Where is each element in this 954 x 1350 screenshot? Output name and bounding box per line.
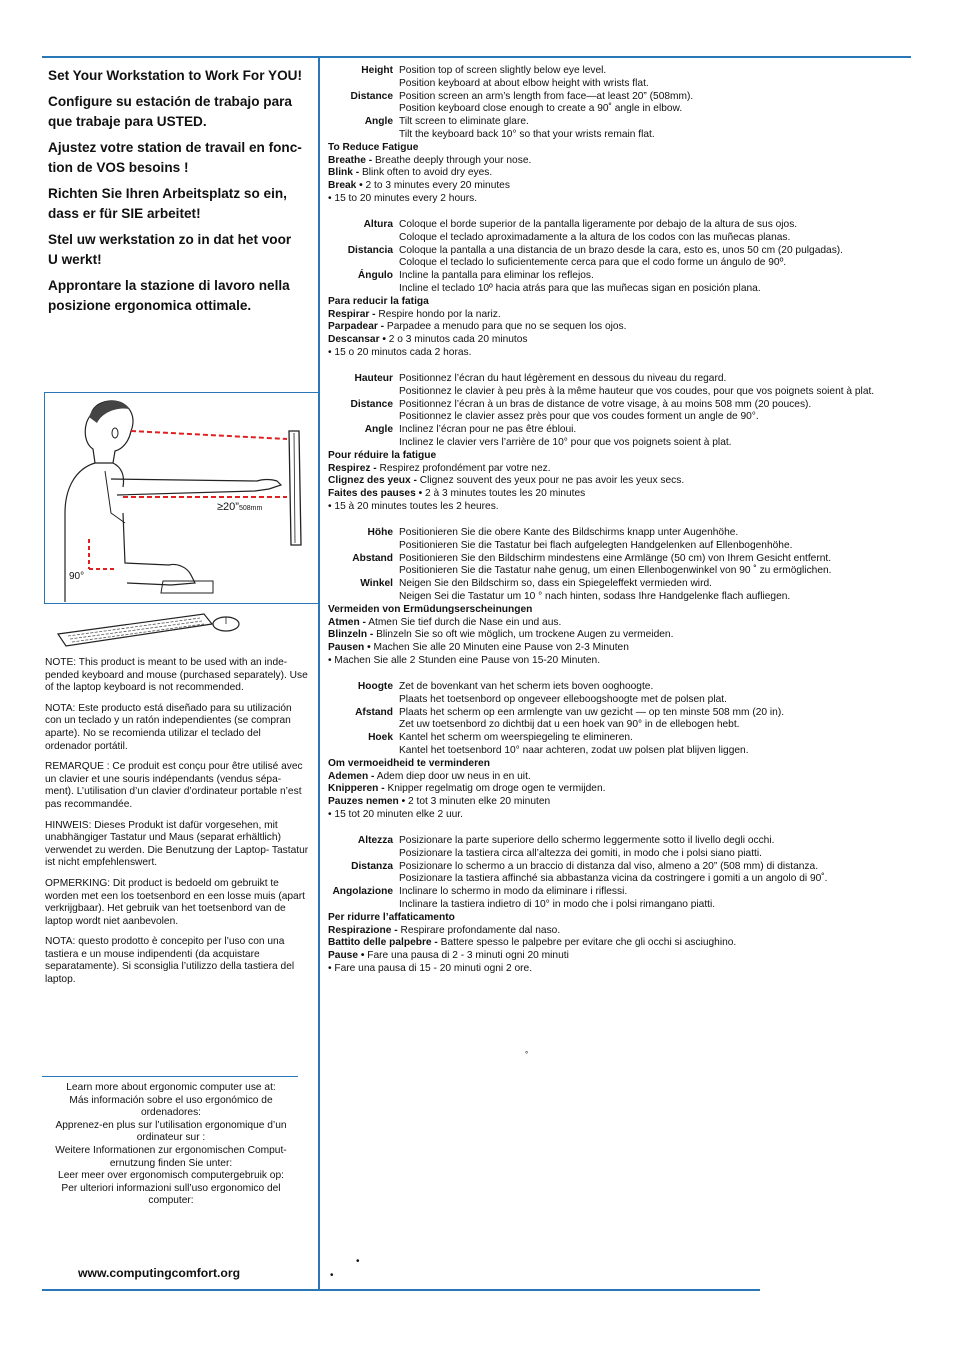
headline-nl: Stel uw werkstation zo in dat het voor U werkt! [48,232,292,267]
tip-term: Descansar • [328,334,386,346]
note-it: NOTA: questo prodotto è concepito per l’uso con una tastiera e un mouse indipendenti (da acquistare separatamente). Si sconsiglia l’utilizzo della tastiera del laptop. [45,936,295,986]
setting-row [328,527,918,540]
note-nl: OPMERKING: Dit product is bedoeld om gebruikt te worden met een los toetsenbord en een losse muis (apart verkrijgbaar). Het gebruik van het toetsenbord van de laptop wordt niet aanbevolen. [45,877,305,927]
setting-text: Inclinez l’écran pour ne pas être ébloui. [399,424,577,436]
setting-row [328,399,918,412]
setting-text: Coloque la pantalla a una distancia de un brazo desde la cara, esto es, unos 50 cm (20 pulgadas). [399,244,844,256]
fatigue-tip [328,642,918,655]
setting-label: Distance [350,90,393,102]
headline-it: Approntare la stazione di lavoro nella posizione ergonomica ottimale. [48,278,290,313]
fatigue-tip [328,655,918,668]
setting-label [328,78,399,91]
headline-fr: Ajustez votre station de travail en fonc- tion de VOS besoins ! [48,140,302,175]
fatigue-title: Om vermoeidheid te verminderen [328,757,490,769]
tip-term: Respirez - [328,462,377,474]
setting-label [328,103,399,116]
column-divider [318,58,320,1290]
tip-text: 2 à 3 minutes toutes les 20 minutes [422,488,586,500]
learn-more-en: Learn more about ergonomic computer use at: [66,1082,276,1093]
tip-term: Faites des pauses • [328,488,423,500]
setting-text: Positionnez le clavier assez près pour que vos coudes forment un angle de 90°. [399,411,759,423]
fatigue-tip [328,347,918,360]
notes [45,657,310,995]
fatigue-tip [328,937,918,950]
tip-text: 2 to 3 minutes every 20 minutes [362,180,510,192]
setting-row [328,411,918,424]
fatigue-tip [328,629,918,642]
setting-text: Position keyboard close enough to create a 90˚ angle in elbow. [399,103,683,115]
setting-row [328,578,918,591]
setting-row [328,694,918,707]
website-link[interactable]: www.computingcomfort.org [78,1266,241,1280]
stray-bullet-2: • [330,1270,334,1281]
setting-row [328,91,918,104]
headline-es: Configure su estación de trabajo para que trabaje para USTED. [48,94,292,129]
setting-row [328,270,918,283]
setting-row [328,437,918,450]
tip-term: Ademen - [328,770,375,782]
setting-text: Positionieren Sie die obere Kante des Bildschirms knapp unter Augenhöhe. [399,527,739,538]
keyboard-side [161,581,213,593]
setting-label: Ángulo [357,270,393,282]
tip-text: Battere spesso le palpebre per evitare che gli occhi si asciughino. [437,937,737,949]
tip-text: Respire hondo por la nariz. [375,308,501,320]
setting-text: Zet de bovenkant van het scherm iets boven ooghoogte. [399,681,654,692]
headlines [48,66,303,322]
bottom-rule [42,1289,760,1291]
fatigue-tip [328,334,918,347]
setting-row [328,873,918,886]
setting-row [328,861,918,874]
setting-row [328,424,918,437]
setting-label [328,848,399,861]
fatigue-tip [328,167,918,180]
tip-term: Respirar - [328,308,376,320]
setting-row [328,65,918,78]
setting-text: Positionieren Sie den Bildschirm mindestens eine Armlänge (50 cm) von Ihrem Gesicht entfernt. [399,552,832,564]
monitor-edge [294,433,295,543]
setting-text: Posizionare la tastiera circa all’altezza dei gomiti, in modo che i polsi siano piatti. [399,847,762,859]
setting-label [328,719,399,732]
setting-label: Distanza [351,860,393,872]
setting-text: Tilt screen to eliminate glare. [399,116,529,128]
fatigue-title: Pour réduire la fatigue [328,449,437,461]
chest-outline [113,463,124,487]
setting-row [328,219,918,232]
setting-row [328,719,918,732]
setting-text: Positionnez l’écran à un bras de distance de votre visage, à au moins 508 mm (20 pouces). [399,398,812,410]
tip-term: Respirazione - [328,924,398,936]
setting-text: Positionnez l’écran du haut légèrement en dessous du niveau du regard. [399,373,727,384]
setting-row [328,681,918,694]
tip-text: Breathe deeply through your nose. [372,154,532,166]
fatigue-tip [328,488,918,501]
tip-text: • Machen Sie alle 2 Stunden eine Pause von 15-20 Minuten. [328,654,601,666]
note-de: HINWEIS: Dieses Produkt ist dafür vorgesehen, mit unabhängiger Tastatur und Maus (separat erhältlich) verwendet zu werden. Die Benutzung der Laptop- Tastatur ist nicht empfehlenswert. [45,819,309,869]
setting-row [328,732,918,745]
tip-term: Breathe - [328,154,373,166]
tip-text: Knipper regelmatig om droge ogen te vermijden. [384,783,606,795]
setting-text: Zet uw toetsenbord zo dichtbij dat u een hoek van 90° in de ellebogen hebt. [399,719,740,731]
setting-label: Angle [364,116,393,128]
learn-more-fr: Apprenez-en plus sur l’utilisation ergonomique d’un ordinateur sur : [55,1119,287,1144]
setting-label [328,540,399,553]
fatigue-tip [328,475,918,488]
setting-row [328,899,918,912]
setting-row [328,707,918,720]
fatigue-tip [328,796,918,809]
ear-icon [112,428,118,438]
setting-label [328,899,399,912]
setting-text: Coloque el teclado aproximadamente a la altura de los codos con las muñecas planas. [399,231,791,243]
fatigue-title: Para reducir la fatiga [328,295,429,307]
distance-label: ≥20”508mm [217,501,263,513]
posture-drawing [45,393,317,602]
section-en [328,65,918,206]
fatigue-tip [328,193,918,206]
headline-en: Set Your Workstation to Work For YOU! [48,68,303,83]
tip-term: Pauzes nemen • [328,796,406,808]
eye-line-guide [131,431,287,439]
setting-label: Distancia [347,244,393,256]
fatigue-tip [328,155,918,168]
setting-label: Hoogte [357,681,393,692]
tip-term: Pause • [328,950,365,962]
setting-text: Coloque el borde superior de la pantalla ligeramente por debajo de la altura de sus ojos. [399,219,798,230]
setting-text: Positionnez le clavier à peu près à la même hauteur que vos coudes, pour que vos poignets soient à plat. [399,385,875,397]
setting-row [328,129,918,142]
setting-text: Plaats het scherm op een armlengte van uw gezicht — op ten minste 508 mm (20 in). [399,706,785,718]
fatigue-tip [328,180,918,193]
setting-row [328,745,918,758]
section-de [328,527,918,668]
setting-row [328,886,918,899]
tip-term: Parpadear - [328,321,385,333]
fatigue-tip [328,950,918,963]
top-rule [42,56,911,58]
tip-text: 2 tot 3 minuten elke 20 minuten [405,796,551,808]
tip-text: • 15 à 20 minutes toutes les 2 heures. [328,500,499,512]
extended-arm [111,479,281,495]
setting-text: Inclinare la tastiera indietro di 10° in modo che i polsi rimangano piatti. [399,898,716,910]
setting-text: Posizionare la parte superiore dello schermo leggermente sotto il livello degli occhi. [399,835,775,846]
tip-term: Knipperen - [328,783,385,795]
setting-label: Hoek [368,732,393,744]
tip-text: • Fare una pausa di 15 - 20 minuti ogni 2 ore. [328,962,533,974]
note-en: NOTE: This product is meant to be used with an inde- pended keyboard and mouse (purchased separately). Use of the laptop keyboard is not recommended. [45,657,308,694]
setting-row [328,78,918,91]
learn-more-nl: Leer meer over ergonomisch computergebruik op: [58,1170,284,1182]
setting-row [328,283,918,296]
fatigue-tip [328,925,918,938]
fatigue-title: To Reduce Fatigue [328,141,419,153]
fatigue-tip [328,501,918,514]
tip-text: • 15 to 20 minutes every 2 hours. [328,192,478,204]
fatigue-tip [328,963,918,976]
stray-degree-mark: ° [525,1050,529,1059]
tip-text: • 15 o 20 minutos cada 2 horas. [328,346,472,358]
setting-text: Kantel het toetsenbord 10° naar achteren, zodat uw polsen plat blijven liggen. [399,744,749,756]
setting-text: Neigen Sie den Bildschirm so, dass ein Spiegeleffekt vermieden wird. [399,578,712,590]
tip-text: 2 o 3 minutos cada 20 minutos [385,334,528,346]
setting-label [328,257,399,270]
tip-text: Respirez profondément par votre nez. [376,462,551,474]
section-es [328,219,918,360]
setting-label: Winkel [360,578,393,590]
setting-text: Posizionare lo schermo a un braccio di distanza dal viso, almeno a 20” (508 mm) di distanza. [399,860,819,872]
lower-arm [123,513,195,585]
setting-label [328,129,399,142]
setting-text: Posizionare la tastiera affinché sia abbastanza vicina da costringere i gomiti a un angolo di 90˚. [399,873,828,885]
setting-label [328,745,399,758]
setting-label [328,283,399,296]
setting-text: Inclinare lo schermo in modo da eliminare i riflessi. [399,886,628,898]
setting-text: Coloque el teclado lo suficientemente cerca para que el codo forme un ángulo de 90º. [399,257,787,269]
setting-label: Angolazione [332,886,393,898]
setting-row [328,232,918,245]
tip-text: Parpadee a menudo para que no se sequen los ojos. [384,321,627,333]
learn-more [42,1082,300,1208]
keyboard-mouse-illustration [54,608,254,650]
fatigue-tip [328,321,918,334]
stray-bullet-1: • [356,1256,360,1267]
setting-text: Position top of screen slightly below eye level. [399,65,607,76]
tip-term: Blinzeln - [328,629,374,641]
fatigue-title: Per ridurre l’affaticamento [328,911,455,923]
setting-label: Hauteur [354,373,393,384]
setting-label [328,437,399,450]
setting-row [328,553,918,566]
setting-row [328,540,918,553]
fatigue-tip [328,809,918,822]
setting-label [328,232,399,245]
fatigue-title: Vermeiden von Ermüdungserscheinungen [328,603,533,615]
setting-text: Neigen Sei die Tastatur um 10 ° nach hinten, sodass Ihre Handgelenke flach aufliegen. [399,590,791,602]
setting-row [328,386,918,399]
setting-label [328,694,399,707]
setting-row [328,591,918,604]
setting-label: Height [361,65,393,76]
tip-term: Battito delle palpebre - [328,937,438,949]
setting-row [328,848,918,861]
setting-label [328,411,399,424]
setting-text: Positionieren Sie die Tastatur bei flach aufgelegten Handgelenken auf Ellenbogenhöhe. [399,539,793,551]
ergonomic-illustration [44,392,319,604]
learn-more-es: Más información sobre el uso ergonómico de ordenadores: [69,1094,273,1119]
setting-row [328,103,918,116]
fatigue-tip [328,309,918,322]
setting-label: Afstand [355,706,393,718]
setting-text: Kantel het scherm om weerspiegeling te elimineren. [399,732,633,744]
section-fr [328,373,918,514]
setting-row [328,835,918,848]
fatigue-tip [328,463,918,476]
note-fr: REMARQUE : Ce produit est conçu pour être utilisé avec un clavier et une souris indépendants (vendus sépa- ment). L’utilisation d’un clavier d’ordinateur portable n’est pas recommandée. [45,761,303,810]
tip-term: Atmen - [328,616,366,628]
tip-text: Blinzeln Sie so oft wie möglich, um trockene Augen zu vermeiden. [373,629,674,641]
hair-shape [89,401,129,423]
setting-text: Tilt the keyboard back 10° so that your wrists remain flat. [399,128,655,140]
setting-text: Incline el teclado 10º hacia atrás para que las muñecas sigan en posición plana. [399,282,761,294]
setting-row [328,373,918,386]
setting-label: Altura [363,219,393,230]
tip-term: Break • [328,180,363,192]
setting-label [328,873,399,886]
setting-text: Plaats het toetsenbord op ongeveer elleboogshoogte met de polsen plat. [399,693,727,705]
section-nl [328,681,918,822]
setting-label [328,386,399,399]
fatigue-tip [328,783,918,796]
setting-label: Angle [364,424,393,436]
tip-text: Fare una pausa di 2 - 3 minuti ogni 20 minuti [364,950,569,962]
setting-label: Höhe [367,527,393,538]
setting-text: Position keyboard at about elbow height with wrists flat. [399,77,649,89]
tip-term: Clignez des yeux - [328,475,417,487]
tip-text: Clignez souvent des yeux pour ne pas avoir les yeux secs. [416,475,685,487]
angle-label: 90° [69,571,85,582]
setting-label: Abstand [352,552,393,564]
headline-de: Richten Sie Ihren Arbeitsplatz so ein, dass er für SIE arbeitet! [48,186,287,221]
setting-label: Distance [350,398,393,410]
tip-text: Adem diep door uw neus in en uit. [374,770,531,782]
tip-text: • 15 tot 20 minuten elke 2 uur. [328,808,463,820]
tip-term: Pausen • [328,642,371,654]
tip-term: Blink - [328,167,360,179]
setting-text: Inclinez le clavier vers l’arrière de 10° pour que vos poignets soient à plat. [399,436,732,448]
tip-text: Respirare profondamente dal naso. [397,924,561,936]
setting-label: Altezza [357,835,393,846]
learn-more-it: Per ulteriori informazioni sull’uso ergonomico del computer: [61,1182,281,1207]
setting-row [328,245,918,258]
setting-text: Incline la pantalla para eliminar los reflejos. [399,270,594,282]
fatigue-tip [328,617,918,630]
tip-text: Atmen Sie tief durch die Nase ein und aus. [365,616,562,628]
setting-row [328,116,918,129]
setting-label [328,565,399,578]
setting-label [328,591,399,604]
learn-more-rule [42,1076,298,1077]
note-es: NOTA: Este producto está diseñado para su utilización con un teclado y un ratón independientes (se compran aparte). No se recomienda utilizar el teclado del ordenador portátil. [45,702,292,752]
setting-row [328,257,918,270]
setting-text: Positionieren Sie die Tastatur nahe genug, um einen Ellenbogenwinkel von 90 ˚ zu ermöglichen. [399,565,832,577]
section-it [328,835,918,976]
tip-text: Blink often to avoid dry eyes. [359,167,493,179]
learn-more-de: Weitere Informationen zur ergonomischen Comput- ernutzung finden Sie unter: [55,1144,287,1169]
setting-text: Position screen an arm’s length from face—at least 20” (508mm). [399,90,694,102]
setting-row [328,565,918,578]
tip-text: Machen Sie alle 20 Minuten eine Pause von 2-3 Minuten [370,642,629,654]
fatigue-tip [328,771,918,784]
